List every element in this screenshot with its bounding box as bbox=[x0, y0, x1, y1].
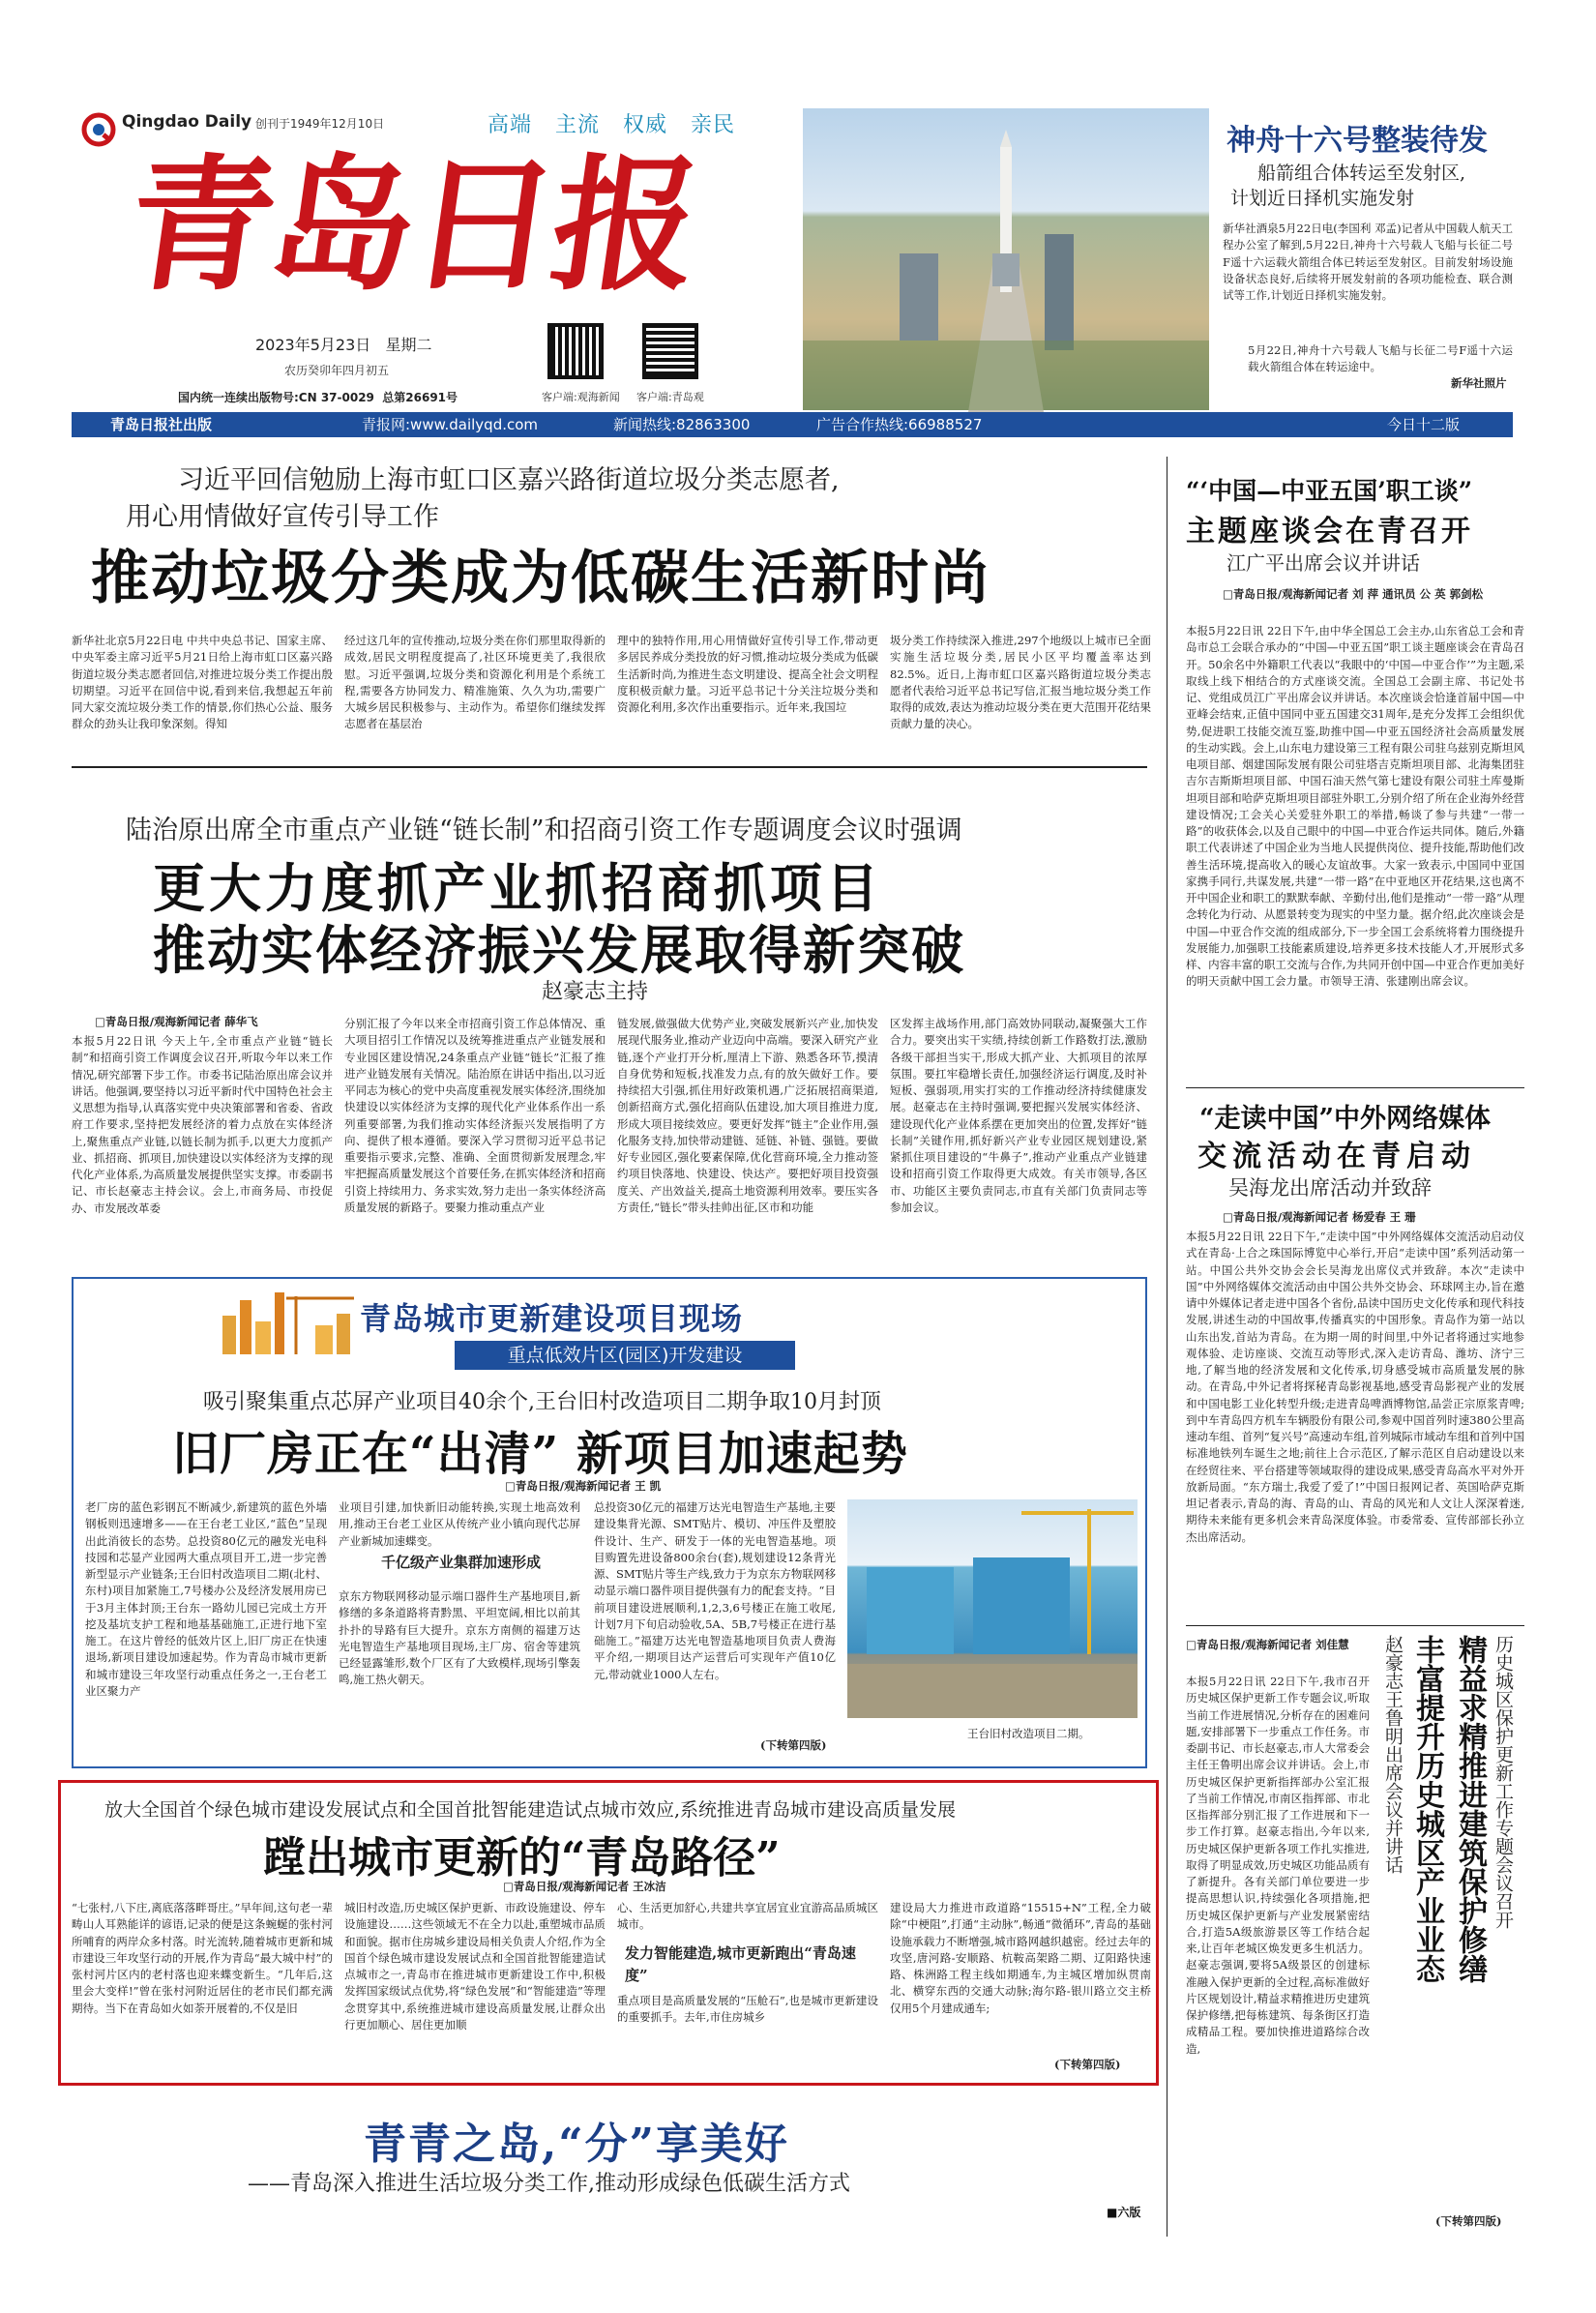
right2-body: 本报5月22日讯 22日下午,“走读中国”中外网络媒体交流活动启动仪式在青岛·上合之珠国际博览中心举行,开启“走读中国”系列活动第一站。中国公共外交协会会长吴海龙出席仪式并致辞。本次“走读中国”中外网络媒体交流活动由中国公共外交协会、环球网主办,旨在邀请中外媒体记者走进中国各个省份,品读中国历史文化传承和现代科技发展,讲述生动的中国故事,传播真实的中国形象。青岛作为第一站以山东出发,首站为青岛。在为期一周的时间里,中外记者将通过实地参观体验、走访座谈、交流互动等形式,深入走访青岛、潍坊、济宁三地,了解当地的经济发展和文化传承,切身感受城市高质量发展的脉动。在青岛,中外记者将探秘青岛影视基地,感受青岛影视产业的发展和中国电影工业化转型升级;走进青岛啤酒博物馆,品尝正宗原浆青啤;到中车青岛四方机车车辆股份有限公司,参观中国首列时速380公里高速动车组、首列“复兴号”高速动车组,首列城际市域动车组和首列中国标准地铁列车诞生之地;前往上合示范区,了解示范区自启动建设以来在经贸往来、平台搭建等领域取得的建设成果,感受青岛高水平对外开放新局面。“东方瑞士,我爱了爱了!”中国日报网记者、英国哈萨克斯坦记者表示,青岛的海、青岛的山、青岛的风光和人文让人深深着迷,期待未来能有更多机会来青岛深度体验。市委常委、宣传部部长孙立杰出席活动。 bbox=[1186, 1230, 1524, 1544]
right3-continued: (下转第四版) bbox=[1435, 2214, 1502, 2228]
english-name: Qingdao Daily bbox=[122, 112, 252, 132]
qr-label-1: 客户端:观海新闻 bbox=[542, 391, 620, 403]
right-divider-2 bbox=[1186, 1625, 1524, 1626]
second-byline: 赵豪志主持 bbox=[542, 980, 649, 1004]
second-col-3: 链发展,做强做大优势产业,突破发展新兴产业,加快发展现代服务业,推动产业迈向中高端。要深入研究产业链,逐个产业打开分析,厘清上下游、熟悉各环节,摸清自身优势和短板,找准发力点,有的放矢做好工作。要持续招大引强,抓住用好政策机遇,广泛拓展招商渠道,创新招商方式,强化招商队伍建设,加大项目推进力度,形成大项目接续效应。要更好发挥“链主”企业作用,强化服务支持,加快带动建链、延链、补链、强链。要做好专业园区,强化要素保障,优化营商环境,全力推动签约项目快落地、快建设、快达产。要把好项目投资强度关、产出效益关,提高土地资源利用效率。要压实各方责任,“链长”带头挂帅出征,区市和功能 bbox=[617, 1017, 878, 1214]
slogan bbox=[488, 108, 735, 138]
logo-icon bbox=[81, 112, 116, 147]
right1-kicker: “‘中国—中亚五国’职工谈” bbox=[1186, 477, 1473, 505]
path-col-3: 心、生活更加舒心,共建共享宜居宜业宜游高品质城区城市。 bbox=[617, 1901, 878, 1932]
top-story-credit: 新华社照片 bbox=[1451, 376, 1507, 390]
right3-headline-a: 精益求精推进建筑保护修缮 bbox=[1453, 1635, 1487, 1983]
feature-col-4: 总投资30亿元的福建万达光电智造生产基地,主要建设集背光源、SMT贴片、模切、冲压件及塑胶件设计、生产、研发于一体的光电智造基地。项目购置先进设备800余台(套),规划建设12条背光源、SMT贴片等生产线,致力于为京东方物联网移动显示端口器件项目提供强有力的配套支持。“目前项目建设进展顺利,1,2,3,6号楼正在施工收尾,计划7月下旬启动验收,5A、5B,7号楼正在进行基础施工。”福建万达光电智造基地项目负责人费海平介绍,一期项目达产运营后可实现年产值10亿元,带动就业1000人左右。 bbox=[594, 1500, 836, 1681]
path-headline: 蹚出城市更新的“青岛路径” bbox=[263, 1833, 781, 1883]
path-continued: (下转第四版) bbox=[1054, 2058, 1121, 2071]
feature-reporter: □青岛日报/观海新闻记者 王 凯 bbox=[505, 1479, 662, 1493]
lead-col-3: 理中的独特作用,用心用情做好宣传引导工作,带动更多居民养成分类投放的好习惯,推动垃圾分类成为低碳生活新时尚,为推进生态文明建设、提高全社会文明程度积极贡献力量。习近平总书记十分关注垃圾分类和资源化利用,多次作出重要指示。近年来,我国垃 bbox=[617, 634, 878, 714]
feature-kicker: 吸引聚集重点芯屏产业项目40余个,王台旧村改造项目二期争取10月封顶 bbox=[203, 1390, 881, 1414]
qr-code-1 bbox=[547, 323, 604, 379]
lead-col-1: 新华社北京5月22日电 中共中央总书记、国家主席、中央军委主席习近平5月21日给上海市虹口区嘉兴路街道垃圾分类志愿者回信,对推进垃圾分类工作提出殷切期望。习近平在回信中说,看到来信,我想起五年前同大家交流垃圾分类工作的情景,你们热心公益、服务群众的劲头让我印象深刻。得知 bbox=[72, 634, 333, 731]
lunar-date: 农历癸卯年四月初五 bbox=[284, 364, 390, 377]
feature-col-1: 老厂房的蓝色彩钢瓦不断减少,新建筑的蓝色外墙钢板则迅速增多——在王台老工业区,“蓝色”呈现出此消彼长的态势。总投资80亿元的融发光电科技园和芯显产业园两大重点项目开工,进一步完善新型显示产业链条;王台旧村改造项目二期(北村、东村)项目加紧施工,7号楼办公及经济发展用房已于3月主体封顶;王台东一路幼儿园已完成土方开挖及基坑支护工程和地基基础施工,正进行地下室施工。在这片曾经的低效片区上,旧厂房正在快速退场,新项目建设加速起势。作为青岛市城市更新和城市建设三年攻坚行动重点任务之一,王台老工业区聚力产 bbox=[85, 1500, 327, 1698]
feature-col-2: 业项目引建,加快新旧动能转换,实现土地高效利用,推动王台老工业区从传统产业小镇向现代芯屏产业新城加速蝶变。 bbox=[339, 1500, 580, 1548]
feature-photo bbox=[847, 1499, 1138, 1718]
lead-kicker-2: 用心用情做好宣传引导工作 bbox=[126, 502, 439, 532]
right3-sub-b: 赵豪志王鲁明出席会议并讲话 bbox=[1382, 1635, 1404, 1874]
right1-sub: 江广平出席会议并讲话 bbox=[1227, 551, 1420, 575]
second-col-1: 本报5月22日讯 今天上午,全市重点产业链“链长制”和招商引资工作调度会议召开,听取今年以来工作情况,研究部署下步工作。市委书记陆治原出席会议并讲话。他强调,要坚持以习近平新时代中国特色社会主义思想为指导,认真落实党中央决策部署和省委、省政府工作要求,坚持把发展经济的着力点放在实体经济上,聚焦重点产业链,以链长制为抓手,以更大力度抓产业、抓招商、抓项目,加快建设以实体经济为支撑的现代化产业体系,为高质量发展提供坚实支撑。市委副书记、市长赵豪志主持会议。会上,市商务局、市投促办、市发展改革委 bbox=[72, 1034, 333, 1215]
top-story-caption: 5月22日,神舟十六号载人飞船与长征二号F遥十六运载火箭组合体在转运途中。 bbox=[1248, 343, 1513, 374]
feature-banner-sub: 重点低效片区(园区)开发建设 bbox=[455, 1341, 795, 1370]
page-count: 今日十二版 bbox=[1387, 416, 1461, 433]
right3-headline-b: 丰富提升历史城区产业业态 bbox=[1410, 1635, 1444, 1983]
path-col-3b: 重点项目是高质量发展的“压舱石”,也是城市更新建设的重要抓手。去年,市住房城乡 bbox=[617, 1994, 878, 2025]
ad-hotline: 广告合作热线:66988527 bbox=[816, 416, 983, 433]
top-story-photo bbox=[803, 108, 1209, 410]
feature-continued: (下转第四版) bbox=[760, 1738, 827, 1752]
weekday-text: 星期二 bbox=[385, 336, 432, 354]
slogan-4: 亲民 bbox=[691, 113, 736, 137]
bottom-headline: 青青之岛,“分”享美好 bbox=[364, 2120, 789, 2169]
top-story-sub1: 船箭组合体转运至发射区, bbox=[1257, 163, 1466, 184]
second-headline-2: 推动实体经济振兴发展取得新突破 bbox=[153, 919, 965, 981]
path-col-1: “七张村,八下庄,离底落落畔哥庄。”早年间,这句老一辈畴山人耳熟能详的谚语,记录的便是这条蜿蜒的张村河所哺育的两岸众多村落。时光流转,随着城市更新和城市建设三年攻坚行动的开展,作为青岛“最大城中村”的张村河片区内的老村落也迎来蝶变新生。“几年后,这里会大变样!”曾在张村河附近居住的老市民们都充满期待。当下在青岛如火如荼开展着的,不仅是旧 bbox=[72, 1901, 333, 2015]
path-col-4: 建设局大力推进市政道路“15515+N”工程,全力破除“中梗阻”,打通“主动脉”,畅通“微循环”,青岛的基础设施承载力不断增强,城市路网越织越密。经过去年的攻坚,唐河路-安顺路、杭鞍高架路二期、辽阳路快速路、株洲路工程主线如期通车,为主城区增加纵贯南北、横穿东西的交通大动脉;海尔路-银川路立交主桥仅用5个月建成通车; bbox=[890, 1901, 1151, 2015]
right-divider-1 bbox=[1186, 1087, 1524, 1088]
path-kicker: 放大全国首个绿色城市建设发展试点和全国首批智能建造试点城市效应,系统推进青岛城市建设高质量发展 bbox=[104, 1799, 957, 1821]
news-hotline: 新闻热线:82863300 bbox=[613, 416, 751, 433]
website-link[interactable]: 青报网:www.dailyqd.com bbox=[362, 416, 539, 433]
top-story-title: 神舟十六号整装待发 bbox=[1227, 124, 1488, 158]
feature-cityscape-icon bbox=[219, 1287, 364, 1354]
feature-headline: 旧厂房正在“出清” 新项目加速起势 bbox=[172, 1427, 908, 1481]
lead-headline: 推动垃圾分类成为低碳生活新时尚 bbox=[91, 545, 990, 612]
slogan-1: 高端 bbox=[488, 113, 533, 137]
right3-body-top: 本报5月22日讯 22日下午,我市召开历史城区保护更新工作专题会议,听取当前工作进展情况,分析存在的困难问题,安排部署下一步重点工作任务。市委副书记、市长赵豪志,市人大常委会主任王鲁明出席会议并讲话。会上,市历史城区保护更新指挥部办公室汇报了当前工作情况,市南区指挥部、市北区指挥部分别汇报了工作进展和下一步工作打算。赵豪志指出,今年以来,历史城区保护更新各项工作扎实推进,取得了明显成效,历史城区功能品质有了新提升。各有关部门单位要进一步提高思想认识,持续强化各项措施,把历史城区保护更新与产业发展紧密结合,打造5A级旅游景区等工作结合起来,让百年老城区焕发更多生机活力。赵豪志强调,要将5A级景区的创建标准融入保护更新的全过程,高标准做好片区规划设计,精益求精推进历史建筑保护修缮,把每栋建筑、每条街区打造成精品工程。要加快推进道路综合改造, bbox=[1186, 1675, 1370, 2056]
bottom-sub: ——青岛深入推进生活垃圾分类工作,推动形成绿色低碳生活方式 bbox=[248, 2172, 850, 2196]
right2-reporter: □青岛日报/观海新闻记者 杨爱春 王 珊 bbox=[1223, 1210, 1416, 1224]
bottom-page-ref: ■六版 bbox=[1107, 2206, 1141, 2219]
right2-kicker: “走读中国”中外网络媒体 bbox=[1199, 1104, 1492, 1134]
divider bbox=[72, 766, 1147, 768]
second-col-2: 分别汇报了今年以来全市招商引资工作总体情况、重大项目招引工作情况以及统筹推进重点产业链发展和专业园区建设情况,24条重点产业链“链长”汇报了推进产业链发展有关情况。陆治原在讲话中指出,以习近平同志为核心的党中央高度重视发展实体经济,围绕加快建设以实体经济为支撑的现代化产业体系作出一系列重要部署,为我们推动实体经济振兴发展指明了方向、提供了根本遵循。要深入学习贯彻习近平总书记重要指示要求,完整、准确、全面贯彻新发展理念,牢牢把握高质量发展这个首要任务,在抓实体经济和招商引资上持续用力、务求实效,努力走出一条实体经济高质量发展的新路子。要聚力推动重点产业 bbox=[344, 1017, 606, 1214]
info-bar bbox=[72, 412, 1513, 437]
feature-banner: 青岛城市更新建设项目现场 bbox=[360, 1300, 744, 1337]
lead-col-4: 圾分类工作持续深入推进,297个地级以上城市已全面实施生活垃圾分类,居民小区平均覆盖率达到82.5%。近日,上海市虹口区嘉兴路街道垃圾分类志愿者代表给习近平总书记写信,汇报当地垃圾分类工作取得的成效,表达为推动垃圾分类在更大范围开花结果贡献力量的决心。 bbox=[890, 634, 1151, 731]
right3-sub-a: 历史城区保护更新工作专题会议召开 bbox=[1493, 1635, 1514, 1929]
feature-subhead: 千亿级产业集群加速形成 bbox=[381, 1554, 542, 1571]
qr-code-2 bbox=[642, 323, 698, 379]
path-subhead: 发力智能建造,城市更新跑出“青岛速度” bbox=[625, 1944, 856, 1984]
second-kicker: 陆治原出席全市重点产业链“链长制”和招商引资工作专题调度会议时强调 bbox=[126, 815, 962, 845]
slogan-2: 主流 bbox=[555, 113, 601, 137]
newspaper-name: 青岛日报 bbox=[117, 140, 707, 311]
feature-photo-caption: 王台旧村改造项目二期。 bbox=[967, 1727, 1090, 1740]
top-story-sub2: 计划近日择机实施发射 bbox=[1230, 188, 1415, 209]
slogan-3: 权威 bbox=[623, 113, 668, 137]
second-col-4: 区发挥主战场作用,部门高效协同联动,凝聚强大工作合力。要突出实干实绩,持续创新工作路数打法,激励各级干部担当实干,形成大抓产业、大抓项目的浓厚氛围。要扛牢稳增长责任,加强经济运行调度,及时补短板、强弱项,用实打实的工作推动经济持续健康发展。赵豪志在主持时强调,要把握兴发展实体经济、建设现代化产业体系摆在更加突出的位置,发挥好“链长制”关键作用,抓好新兴产业专业园区规划建设,紧紧抓住项目建设的“牛鼻子”,推动产业重点产业链建设和招商引资工作取得更大成效。有关市领导,各区市、功能区主要负责同志,市直有关部门负责同志等参加会议。 bbox=[890, 1017, 1147, 1214]
cn-number bbox=[178, 389, 458, 405]
issue-number: 总第26691号 bbox=[382, 391, 458, 404]
top-story-body: 新华社酒泉5月22日电(李国利 邓孟)记者从中国载人航天工程办公室了解到,5月22日,神舟十六号载人飞船与长征二号F遥十六运载火箭组合体已转运至发射区。目前发射场设施设备状态良好,后续将开展发射前的各项功能检查、联合测试等工作,计划近日择机实施发射。 bbox=[1223, 222, 1513, 302]
qr-label-2: 客户端:青岛观 bbox=[636, 391, 704, 403]
founded-date: 创刊于1949年12月10日 bbox=[255, 117, 385, 131]
feature-col-3: 京东方物联网移动显示端口器件生产基地项目,新修缮的多条道路将青黔黑、平坦宽阔,相比以前其扑扑的导路有巨大提升。京东方南侧的福建万达光电智造生产基地项目现场,主厂房、宿舍等建筑已经显露雏形,数个厂区有了大致模样,现场引擎轰鸣,施工热火朝天。 bbox=[339, 1589, 580, 1687]
lead-kicker-1: 习近平回信勉励上海市虹口区嘉兴路街道垃圾分类志愿者, bbox=[178, 465, 840, 495]
publisher: 青岛日报社出版 bbox=[110, 416, 213, 433]
right1-body: 本报5月22日讯 22日下午,由中华全国总工会主办,山东省总工会和青岛市总工会联合承办的“中国—中亚五国”职工谈主题座谈会在青岛召开。50余名中外籍职工代表以“我眼中的‘中国—中亚合作’”为主题,采取线上线下相结合的方式座谈交流。全国总工会副主席、书记处书记、党组成员江广平出席会议并讲话。本次座谈会恰逢首届中国—中亚峰会结束,正值中国同中亚五国建交31周年,是充分发挥工会组织优势,促进职工技能交流互鉴,助推中国—中亚五国经济社会高质量发展的生动实践。会上,山东电力建设第三工程有限公司驻乌兹别克斯坦风电项目部、烟建国际发展有限公司驻塔吉克斯坦项目部、北海集团驻吉尔吉斯斯坦项目部、中国石油天然气第七建设有限公司驻土库曼斯坦项目部和哈萨克斯坦项目部驻外职工,分别介绍了所在企业海外经营建设情况;工会关心关爱驻外职工的举措,畅谈了参与共建“一带一路”的收获体会,以及自己眼中的中国—中亚合作运共同体。随后,外籍职工代表讲述了中国企业为当地人民提供岗位、提升技能,帮助他们改善生活环境,提高收入的暖心友谊故事。大家一致表示,中国同中亚国家携手同行,共谋发展,共建“一带一路”在中亚地区开花结果,这也离不开中国企业和职工的默默奉献、辛勤付出,他们是推动“一带一路”从理念转化为行动、从愿景转变为现实的中坚力量。据介绍,此次座谈会是中国—中亚合作交流的组成部分,下一步全国工会系统将着力围绕提升发展能力,加强职工技能素质建设,培养更多技术技能人才,开展形式多样、内容丰富的职工交流与合作,为共同开创中国—中亚合作更加美好的明天贡献中国工会力量。市领导王清、张建刚出席会议。 bbox=[1186, 624, 1524, 989]
date-text: 2023年5月23日 bbox=[255, 336, 371, 354]
lead-col-2: 经过这几年的宣传推动,垃圾分类在你们那里取得新的成效,居民文明程度提高了,社区环境更美了,我很欣慰。习近平强调,垃圾分类和资源化利用是个系统工程,需要各方协同发力、精准施策、久久为功,需要广大城乡居民积极参与、主动作为。希望你们继续发挥志愿者在基层治 bbox=[344, 634, 606, 731]
issue-date bbox=[255, 333, 432, 355]
masthead bbox=[72, 104, 787, 424]
cn-label: 国内统一连续出版物号:CN 37-0029 bbox=[178, 391, 374, 404]
right2-headline: 交流活动在青启动 bbox=[1197, 1140, 1476, 1173]
path-reporter: □青岛日报/观海新闻记者 王冰洁 bbox=[503, 1880, 666, 1893]
right1-headline: 主题座谈会在青召开 bbox=[1186, 515, 1473, 549]
right1-reporter: □青岛日报/观海新闻记者 刘 萍 通讯员 公 英 郭剑松 bbox=[1223, 587, 1484, 601]
second-reporter: □青岛日报/观海新闻记者 薛华飞 bbox=[95, 1015, 258, 1028]
path-col-2: 城旧村改造,历史城区保护更新、市政设施建设、停车设施建设……这些领域无不在全力以赴,重塑城市品质和面貌。据市住房城乡建设局相关负责人介绍,作为全国首个绿色城市建设发展试点和全国首批智能建造试点城市之一,青岛市在推进城市更新建设工作中,积极发挥国家级试点优势,将“绿色发展”和“智能建造”等理念贯穿其中,系统推进城市建设高质量发展,让群众出行更加顺心、居住更加顺 bbox=[344, 1901, 606, 2031]
right3-reporter: □青岛日报/观海新闻记者 刘佳慧 bbox=[1186, 1638, 1349, 1651]
second-headline-1: 更大力度抓产业抓招商抓项目 bbox=[153, 857, 882, 919]
right2-sub: 吴海龙出席活动并致辞 bbox=[1228, 1176, 1432, 1200]
